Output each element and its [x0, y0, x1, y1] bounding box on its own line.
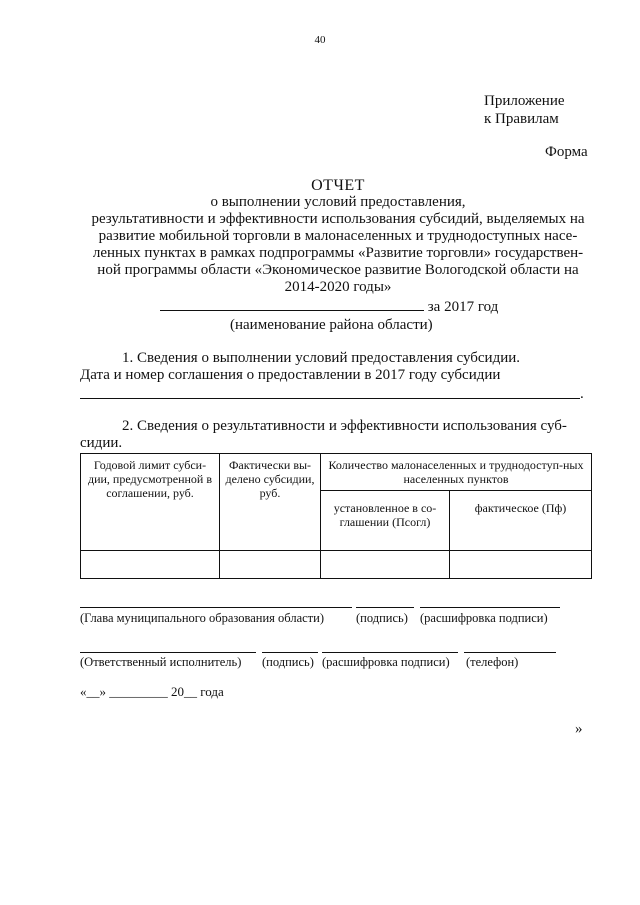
date-line: «__» _________ 20__ года [80, 684, 224, 699]
table-cell [321, 551, 450, 579]
decode1-caption: (расшифровка подписи) [420, 611, 548, 625]
section2 [80, 418, 600, 452]
report-title [78, 177, 598, 296]
title-line: 2014-2020 годы» [284, 279, 392, 295]
table-cell [81, 551, 220, 579]
header-actual-allocated: Фактически вы-делено субсидии, руб. [220, 454, 321, 551]
header-annual-limit: Годовой лимит субси-дии, предусмотренной в соглашении, руб. [81, 454, 220, 551]
section2-line2: сидии. [80, 435, 123, 451]
table-cell [450, 551, 592, 579]
phone-caption: (телефон) [466, 655, 519, 669]
appendix-label [484, 92, 565, 128]
form-label: Форма [545, 144, 588, 160]
year-text: за 2017 год [427, 299, 499, 315]
appendix-line1: Приложение [484, 93, 565, 109]
section1 [80, 350, 600, 384]
rayon-blank-line [160, 298, 424, 311]
decode1-line [420, 607, 560, 608]
title-line: о выполнении условий предоставления, [210, 194, 466, 210]
sign1-line [356, 607, 414, 608]
page-number: 40 [314, 34, 326, 46]
title-line: ной программы области «Экономическое развитие Вологодской области на [97, 262, 579, 278]
section1-heading: 1. Сведения о выполнении условий предоставления субсидии. [122, 350, 521, 366]
decode2-caption: (расшифровка подписи) [322, 655, 450, 669]
rayon-caption: (наименование района области) [230, 317, 433, 333]
title-heading: ОТЧЕТ [311, 177, 365, 194]
header-settlements-planned: установленное в со-глашении (Псогл) [321, 491, 450, 551]
decode2-line [322, 652, 458, 653]
title-line: результативности и эффективности использования субсидий, выделяемых на [91, 211, 585, 227]
appendix-line2: к Правилам [484, 111, 559, 127]
section2-line1: 2. Сведения о результативности и эффективности использования суб- [122, 418, 567, 434]
table-cell [220, 551, 321, 579]
title-line: ленных пунктах в рамках подпрограммы «Развитие торговли» государствен- [92, 245, 584, 261]
title-line: развитие мобильной торговли в малонаселенных и труднодоступных насе- [98, 228, 578, 244]
head-caption: (Глава муниципального образования области) [80, 611, 324, 625]
sign1-caption: (подпись) [356, 611, 408, 625]
executor-line [80, 652, 256, 653]
section1-end-dot: . [580, 386, 584, 402]
year-line [160, 298, 498, 316]
sign2-caption: (подпись) [262, 655, 314, 669]
phone-line [464, 652, 556, 653]
executor-caption: (Ответственный исполнитель) [80, 655, 242, 669]
agreement-blank-line [80, 398, 580, 399]
closing-quote: » [575, 721, 583, 737]
header-settlements-count: Количество малонаселенных и труднодоступ-ных населенных пунктов [321, 454, 592, 491]
head-signature-line [80, 607, 352, 608]
header-settlements-actual: фактическое (Пф) [450, 491, 592, 551]
section1-line2: Дата и номер соглашения о предоставлении в 2017 году субсидии [80, 367, 501, 383]
sign2-line [262, 652, 318, 653]
report-table [80, 453, 592, 579]
